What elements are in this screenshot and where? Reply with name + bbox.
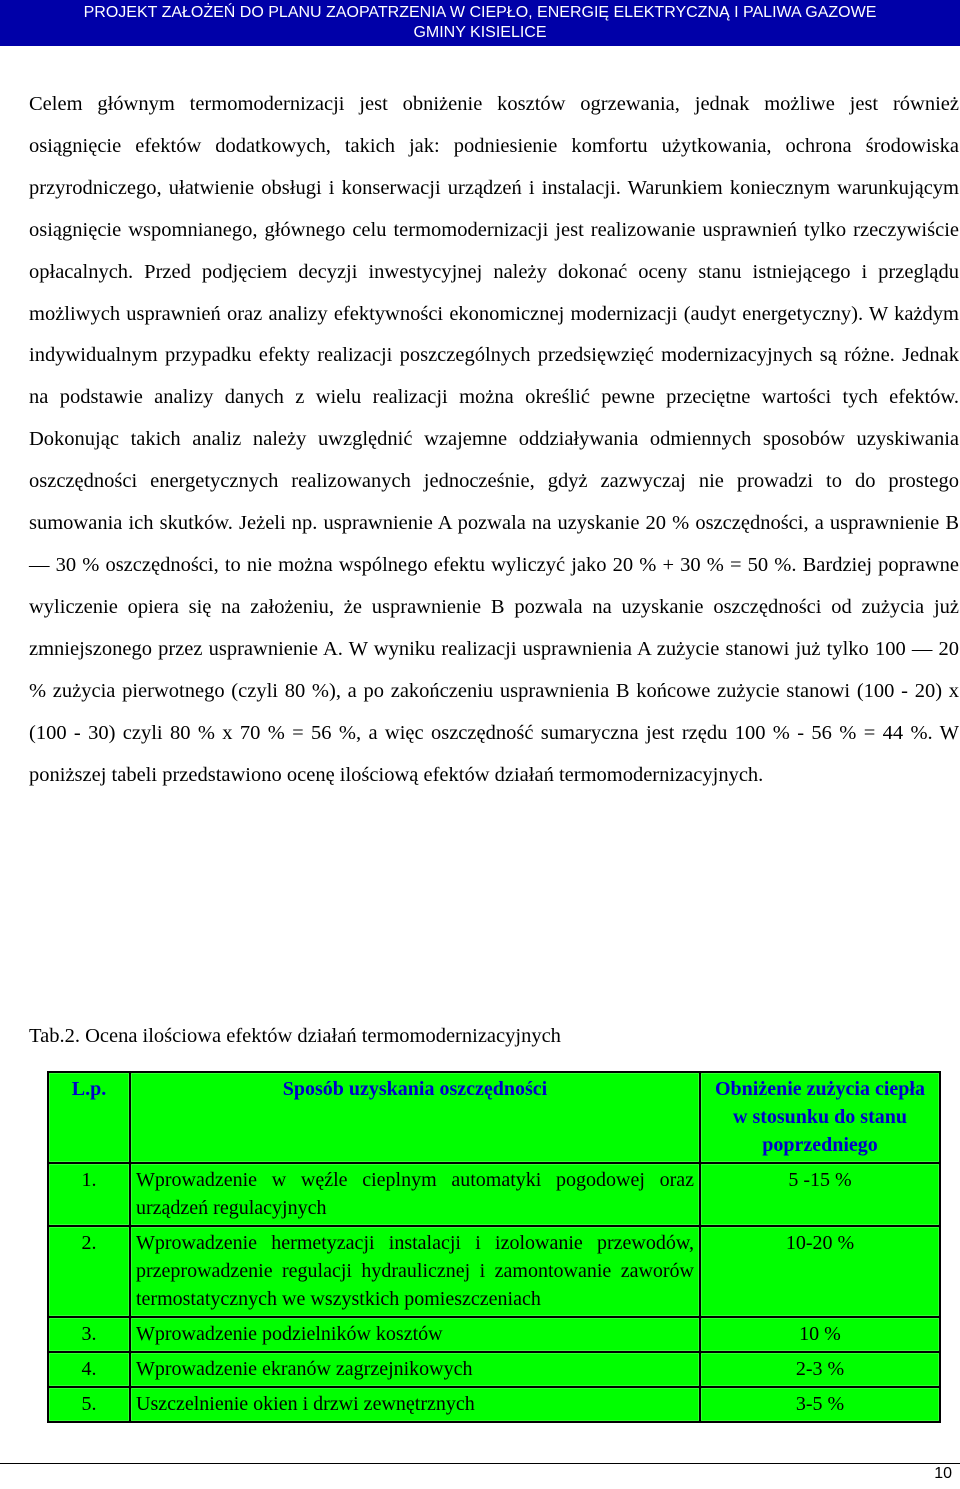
page-number: 10	[934, 1465, 952, 1482]
table-row	[49, 1353, 939, 1386]
row-value: 5 -15 %	[701, 1164, 939, 1225]
row-number: 1.	[49, 1164, 129, 1225]
table-row	[49, 1164, 939, 1225]
row-method: Wprowadzenie ekranów zagrzejnikowych	[131, 1353, 699, 1386]
header-title-line-2: GMINY KISIELICE	[413, 24, 547, 41]
table-row	[49, 1227, 939, 1316]
row-method: Uszczelnienie okien i drzwi zewnętrznych	[131, 1388, 699, 1421]
table-row	[49, 1388, 939, 1421]
row-number: 4.	[49, 1353, 129, 1386]
header-lp: L.p.	[49, 1073, 129, 1162]
table-header-row	[49, 1073, 939, 1162]
header-reduction: Obniżenie zużycia ciepła w stosunku do stanu poprzedniego	[701, 1073, 939, 1162]
row-number: 5.	[49, 1388, 129, 1421]
document-header	[0, 0, 960, 46]
header-title-line-1: PROJEKT ZAŁOŻEŃ DO PLANU ZAOPATRZENIA W CIEPŁO, ENERGIĘ ELEKTRYCZNĄ I PALIWA GAZOWE	[83, 4, 877, 21]
row-method: Wprowadzenie w węźle cieplnym automatyki pogodowej oraz urządzeń regulacyjnych	[131, 1164, 699, 1225]
row-value: 2-3 %	[701, 1353, 939, 1386]
row-method: Wprowadzenie podzielników kosztów	[131, 1318, 699, 1351]
table-caption: Tab.2. Ocena ilościowa efektów działań termomodernizacyjnych	[29, 1025, 561, 1047]
footer-divider	[0, 1463, 960, 1464]
row-value: 10 %	[701, 1318, 939, 1351]
row-value: 10-20 %	[701, 1227, 939, 1316]
table-row	[49, 1318, 939, 1351]
row-method: Wprowadzenie hermetyzacji instalacji i izolowanie przewodów, przeprowadzenie regulacji hydraulicznej i zamontowanie zaworów termostatycznych we wszystkich pomieszczeniach	[131, 1227, 699, 1316]
header-method: Sposób uzyskania oszczędności	[131, 1073, 699, 1162]
row-number: 3.	[49, 1318, 129, 1351]
row-value: 3-5 %	[701, 1388, 939, 1421]
row-number: 2.	[49, 1227, 129, 1316]
body-paragraph: Celem głównym termomodernizacji jest obniżenie kosztów ogrzewania, jednak możliwe jest również osiągnięcie efektów dodatkowych, takich jak: podniesienie komfortu użytkowania, ochrona środowiska przyrodniczego, ułatwienie obsługi i konserwacji urządzeń i instalacji. Warunkiem koniecznym warunkującym osiągnięcie wspomnianego, głównego celu termomodernizacji jest realizowanie usprawnień tylko rzeczywiście opłacalnych. Przed podjęciem decyzji inwestycyjnej należy dokonać oceny stanu istniejącego i przeglądu możliwych usprawnień oraz analizy efektywności ekonomicznej modernizacji (audyt energetyczny). W każdym indywidualnym przypadku efekty realizacji poszczególnych przedsięwzięć modernizacyjnych są różne. Jednak na podstawie analizy danych z wielu realizacji można określić pewne przeciętne wartości tych efektów. Dokonując takich analiz należy uwzględnić wzajemne oddziaływania odmiennych sposobów uzyskiwania oszczędności energetycznych realizowanych jednocześnie, gdyż zazwyczaj nie prowadzi to do prostego sumowania ich skutków. Jeżeli np. usprawnienie A pozwala na uzyskanie 20 % oszczędności, a usprawnienie B — 30 % oszczędności, to nie można wspólnego efektu wyliczyć jako 20 % + 30 % = 50 %. Bardziej poprawne wyliczenie opiera się na założeniu, że usprawnienie B pozwala na uzyskanie oszczędności od zużycia już zmniejszonego przez usprawnienie A. W wyniku realizacji usprawnienia A zużycie stanowi już tylko 100 — 20 % zużycia pierwotnego (czyli 80 %), a po zakończeniu usprawnienia B końcowe zużycie stanowi (100 - 20) x (100 - 30) czyli 80 % x 70 % = 56 %, a więc oszczędność sumaryczna jest rzędu 100 % - 56 % = 44 %. W poniższej tabeli przedstawiono ocenę ilościową efektów działań termomodernizacyjnych.	[29, 93, 959, 786]
effects-table	[47, 1071, 941, 1423]
